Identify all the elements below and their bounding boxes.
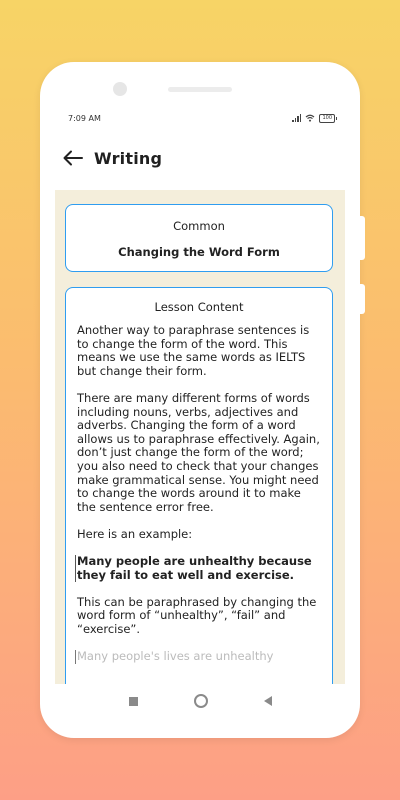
- earpiece-speaker: [168, 87, 232, 92]
- lesson-paragraph: Another way to paraphrase sentences is to change the form of the word. This means we use the same words as IELTS but change their form.: [77, 323, 310, 378]
- back-icon[interactable]: [264, 696, 272, 706]
- status-icons: [292, 114, 335, 123]
- page-title: Writing: [94, 148, 163, 168]
- lesson-content-area[interactable]: [55, 190, 345, 684]
- topic-title: Changing the Word Form: [118, 245, 280, 259]
- phone-frame: [40, 62, 360, 738]
- battery-icon: 100: [319, 114, 335, 123]
- example-paraphrase: Many people's lives are unhealthy: [75, 650, 321, 664]
- lesson-card: [65, 287, 333, 684]
- recents-icon[interactable]: [129, 697, 138, 706]
- lesson-heading: Lesson Content: [154, 300, 244, 314]
- home-icon[interactable]: [194, 694, 208, 708]
- front-camera: [113, 82, 127, 96]
- wifi-icon: [305, 114, 315, 122]
- topic-card: [65, 204, 333, 272]
- app-bar: [62, 146, 162, 170]
- power-button: [360, 284, 365, 314]
- status-time: 7:09 AM: [68, 113, 101, 123]
- status-bar: [68, 111, 335, 125]
- lesson-paragraph: Here is an example:: [77, 526, 193, 541]
- example-sentence: Many people are unhealthy because they fail to eat well and exercise.: [75, 555, 321, 582]
- lesson-paragraph: There are many different forms of words including nouns, verbs, adjectives and adverbs. Changing the form of a word allows us to paraphrase effectively. Again, don’t just change the form of the word; you also need to check that your changes make grammatical sense. You might need to change the words around it to make the sentence error free.: [77, 390, 320, 514]
- system-nav-bar: [40, 690, 360, 712]
- lesson-body: [66, 324, 332, 664]
- volume-button: [360, 216, 365, 260]
- topic-category: Common: [173, 219, 225, 233]
- arrow-left-icon[interactable]: [62, 147, 84, 169]
- lesson-paragraph: This can be paraphrased by changing the word form of “unhealthy”, “fail” and “exercise”.: [77, 594, 317, 637]
- signal-icon: [292, 114, 301, 122]
